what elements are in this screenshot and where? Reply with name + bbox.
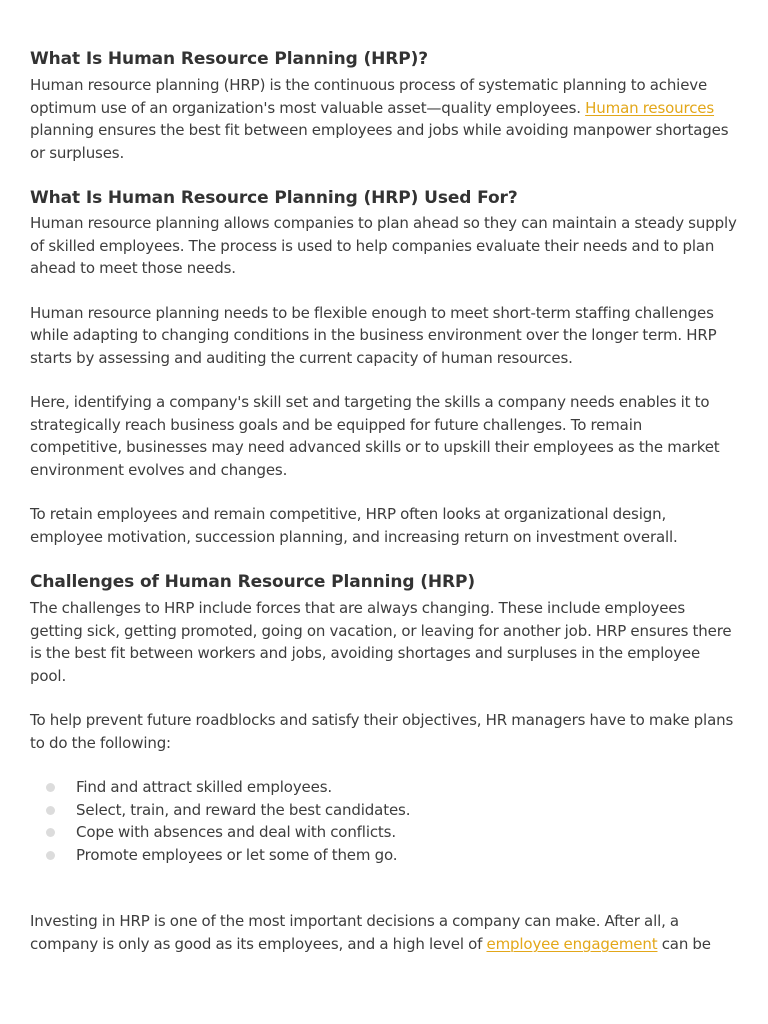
section-heading: Challenges of Human Resource Planning (HRP) — [30, 572, 476, 592]
paragraph-text: planning ensures the best fit between employees and jobs while avoiding manpower shortages or surpluses. — [30, 121, 729, 162]
paragraph-text: Human resource planning (HRP) is the continuous process of systematic planning to achieve optimum use of an organization's most valuable asset—quality employees. — [30, 76, 708, 117]
section-what-is-hrp — [30, 48, 738, 164]
bullet-icon — [46, 783, 55, 792]
list-item — [30, 799, 738, 822]
bullet-icon — [46, 828, 55, 837]
human-resources-link[interactable]: Human resources — [585, 98, 715, 117]
bullet-icon — [46, 851, 55, 860]
paragraph-text: Investing in HRP is one of the most important decisions a company can make. After all, a company is only as good as its employees, and a high level of — [30, 912, 679, 953]
list-item — [30, 776, 738, 799]
bullet-list — [30, 776, 738, 866]
paragraph: Human resource planning needs to be flexible enough to meet short-term staffing challenges while adapting to changing conditions in the business environment over the longer term. HRP starts by assessing and auditing the current capacity of human resources. — [30, 303, 717, 367]
section-hrp-used-for — [30, 187, 738, 548]
paragraph: To help prevent future roadblocks and satisfy their objectives, HR managers have to make plans to do the following: — [30, 711, 734, 752]
section-heading: What Is Human Resource Planning (HRP)? — [30, 49, 429, 69]
paragraph-text: can be — [657, 934, 711, 953]
paragraph: To retain employees and remain competitive, HRP often looks at organizational design, employee motivation, succession planning, and increasing return on investment overall. — [30, 505, 678, 546]
employee-engagement-link[interactable]: employee engagement — [486, 934, 658, 953]
list-item-text: Promote employees or let some of them go. — [76, 845, 398, 864]
list-item-text: Select, train, and reward the best candidates. — [76, 800, 411, 819]
list-item-text: Cope with absences and deal with conflicts. — [76, 823, 396, 841]
paragraph — [30, 910, 738, 955]
bullet-icon — [46, 806, 55, 815]
list-item — [30, 844, 738, 867]
section-challenges-of-hrp — [30, 571, 738, 955]
list-item — [30, 821, 738, 844]
section-heading: What Is Human Resource Planning (HRP) Used For? — [30, 188, 518, 208]
list-item-text: Find and attract skilled employees. — [76, 778, 332, 796]
paragraph: Here, identifying a company's skill set and targeting the skills a company needs enables it to strategically reach business goals and be equipped for future challenges. To remain competitive, businesses may need advanced skills or to upskill their employees as the market environment evolves and changes. — [30, 393, 720, 479]
paragraph: The challenges to HRP include forces that are always changing. These include employees getting sick, getting promoted, going on vacation, or leaving for another job. HRP ensures there is the best fit between workers and jobs, avoiding shortages and surpluses in the employee pool. — [30, 599, 732, 685]
paragraph: Human resource planning allows companies to plan ahead so they can maintain a steady supply of skilled employees. The process is used to help companies evaluate their needs and to plan ahead to meet those needs. — [30, 214, 737, 277]
paragraph — [30, 74, 738, 164]
